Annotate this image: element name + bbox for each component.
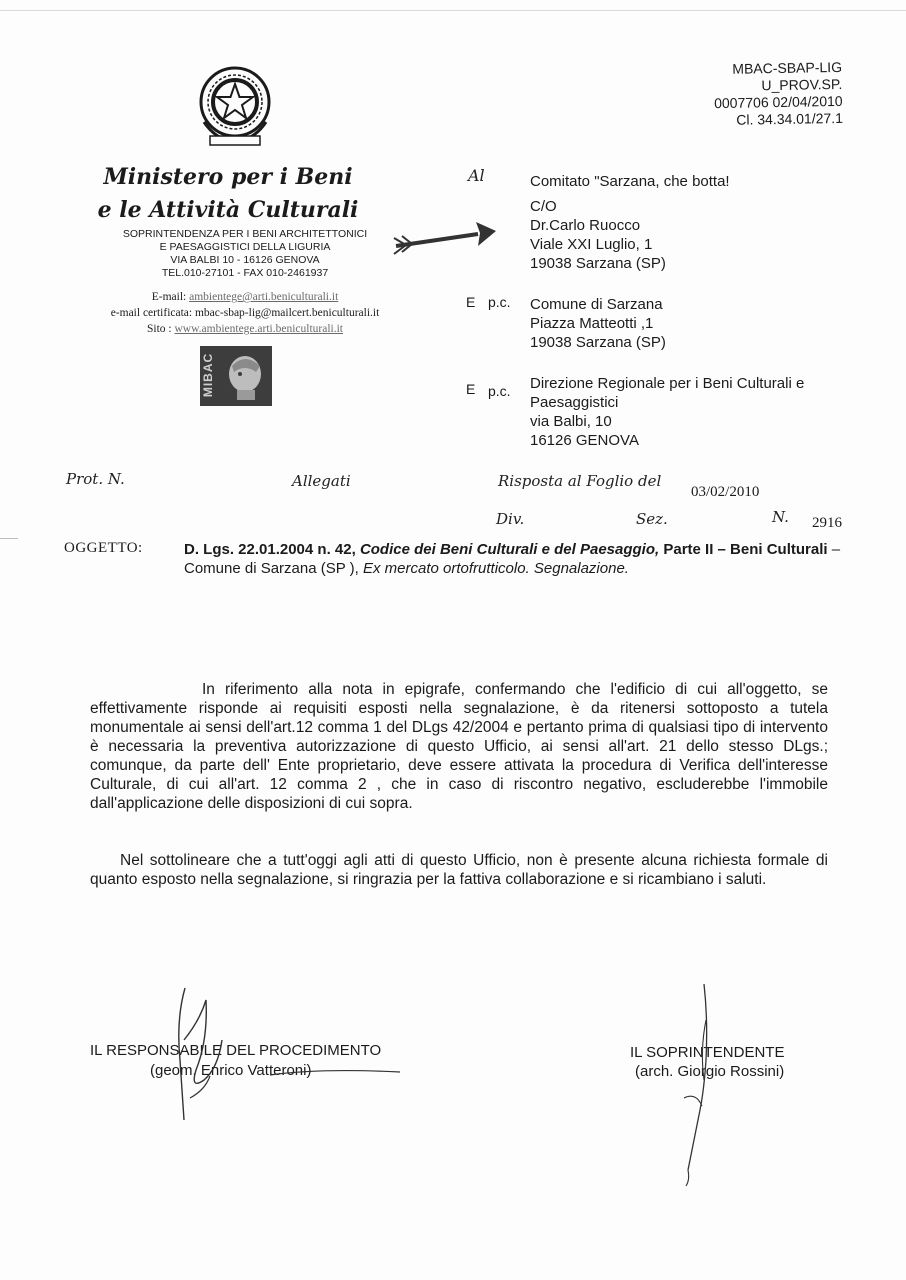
contact-block — [60, 289, 430, 337]
recipient-line: Comitato "Sarzana, che botta! — [530, 173, 730, 190]
cc1-label-e: E — [466, 294, 476, 310]
cc2-label-pc: p.c. — [488, 383, 511, 399]
pec-row — [60, 305, 430, 321]
subject-location: – Comune di Sarzana (SP ), — [184, 541, 841, 577]
protocol-number-date: 0007706 02/04/2010 — [713, 92, 843, 112]
site-row — [60, 321, 430, 337]
office-address-block — [60, 228, 430, 280]
recipient-line: 19038 Sarzana (SP) — [530, 334, 666, 351]
al-label: Al — [468, 166, 485, 185]
protocol-classification: Cl. 34.34.01/27.1 — [735, 109, 843, 128]
subject-code: Codice dei Beni Culturali e del Paesaggio, — [359, 541, 660, 558]
recipient-line: Viale XXI Luglio, 1 — [530, 236, 653, 253]
subject-label: OGGETTO: — [64, 540, 143, 556]
recipient-line: 16126 GENOVA — [530, 432, 639, 449]
risposta-date: 03/02/2010 — [691, 484, 760, 500]
cc-recipient-direzione — [530, 374, 804, 450]
n-value: 2916 — [812, 515, 842, 531]
recipient-line: 19038 Sarzana (SP) — [530, 255, 666, 272]
pec-link[interactable]: mbac-sbap-lig@mailcert.beniculturali.it — [194, 307, 380, 319]
pec-label: e-mail certificata: — [110, 307, 193, 319]
right-signatory-name: (arch. Giorgio Rossini) — [635, 1063, 785, 1080]
body-paragraph-2: Nel sottolineare che a tutt'oggi agli atti di questo Ufficio, non è presente alcuna richiesta formale di quanto esposto nella segnalazione, si ringrazia per la fattiva collaborazione e si ricambiano i saluti. — [90, 852, 828, 888]
mibac-head-icon — [222, 352, 268, 402]
italian-republic-emblem — [196, 62, 274, 150]
right-handwritten-signature — [670, 980, 730, 1190]
recipient-line: C/O — [530, 198, 557, 215]
subject-law: D. Lgs. 22.01.2004 n. 42, — [184, 541, 360, 558]
subject-part: Parte II – Beni Culturali — [659, 541, 828, 558]
protocol-stamp — [713, 59, 843, 129]
div-label: Div. — [496, 510, 525, 528]
arrow-icon — [392, 218, 502, 264]
prot-label: Prot. N. — [66, 470, 125, 488]
allegati-label: Allegati — [292, 472, 351, 490]
left-signatory-title: IL RESPONSABILE DEL PROCEDIMENTO — [90, 1042, 382, 1059]
email-label: E-mail: — [151, 291, 187, 303]
ministry-name-line2: e le Attività Culturali — [97, 197, 359, 223]
office-line: VIA BALBI 10 - 16126 GENOVA — [170, 254, 320, 266]
email-row — [60, 289, 430, 305]
site-label: Sito : — [147, 323, 172, 335]
office-line: SOPRINTENDENZA PER I BENI ARCHITETTONICI — [122, 228, 368, 240]
subject-object: Ex mercato ortofrutticolo. Segnalazione. — [362, 560, 629, 577]
scan-top-edge — [0, 10, 906, 11]
left-handwritten-signature — [160, 980, 410, 1130]
cc2-label-e: E — [466, 381, 476, 397]
left-signatory-name: (geom. Enrico Vatteroni) — [150, 1062, 312, 1079]
office-line: E PAESAGGISTICI DELLA LIGURIA — [159, 241, 331, 253]
right-signatory-title: IL SOPRINTENDENTE — [630, 1044, 785, 1061]
risposta-label: Risposta al Foglio del — [498, 472, 662, 490]
scan-fold-mark — [0, 538, 18, 539]
n-label: N. — [772, 508, 789, 526]
recipient-line: Comune di Sarzana — [530, 296, 663, 313]
subject-text — [184, 540, 844, 578]
cc-recipient-comune — [530, 295, 666, 352]
site-link[interactable]: www.ambientege.arti.beniculturali.it — [174, 323, 343, 335]
recipient-line: via Balbi, 10 — [530, 413, 612, 430]
primary-recipient — [530, 172, 730, 273]
recipient-line: Piazza Matteotti ,1 — [530, 315, 654, 332]
protocol-register: U_PROV.SP. — [760, 75, 842, 94]
mibac-logo-text: MIBAC — [201, 352, 216, 398]
ministry-name-line1: Ministero per i Beni — [103, 164, 353, 190]
protocol-code: MBAC-SBAP-LIG — [731, 58, 842, 77]
office-line: TEL.010-27101 - FAX 010-2461937 — [161, 267, 329, 279]
body-paragraph-1: In riferimento alla nota in epigrafe, confermando che l'edificio di cui all'oggetto, se effettivamente risponde ai requisiti esposti nella segnalazione, è da ritenersi sottoposto a tutela monumentale ai sensi dell'art.12 comma 1 del DLgs 42/2004 e pertanto prima di qualsiasi tipo di intervento è necessaria la preventiva autorizzazione di questo Ufficio, ai sensi all'art. 21 dello stesso DLgs.; comunque, da parte dell' Ente proprietario, deve essere attivata la procedura di Verifica dell'interesse Culturale, di cui all'art. 12 comma 2 , che in caso di riscontro negativo, escluderebbe l'immobile dall'applicazione delle disposizioni di cui sopra. — [90, 681, 828, 812]
email-link[interactable]: ambientege@arti.beniculturali.it — [189, 291, 339, 303]
recipient-line: Dr.Carlo Ruocco — [530, 217, 641, 234]
cc1-label-pc: p.c. — [488, 294, 511, 310]
recipient-line: Direzione Regionale per i Beni Culturali e — [530, 375, 805, 392]
recipient-line: Paesaggistici — [530, 394, 619, 411]
mibac-logo — [200, 346, 272, 406]
sez-label: Sez. — [636, 510, 668, 528]
